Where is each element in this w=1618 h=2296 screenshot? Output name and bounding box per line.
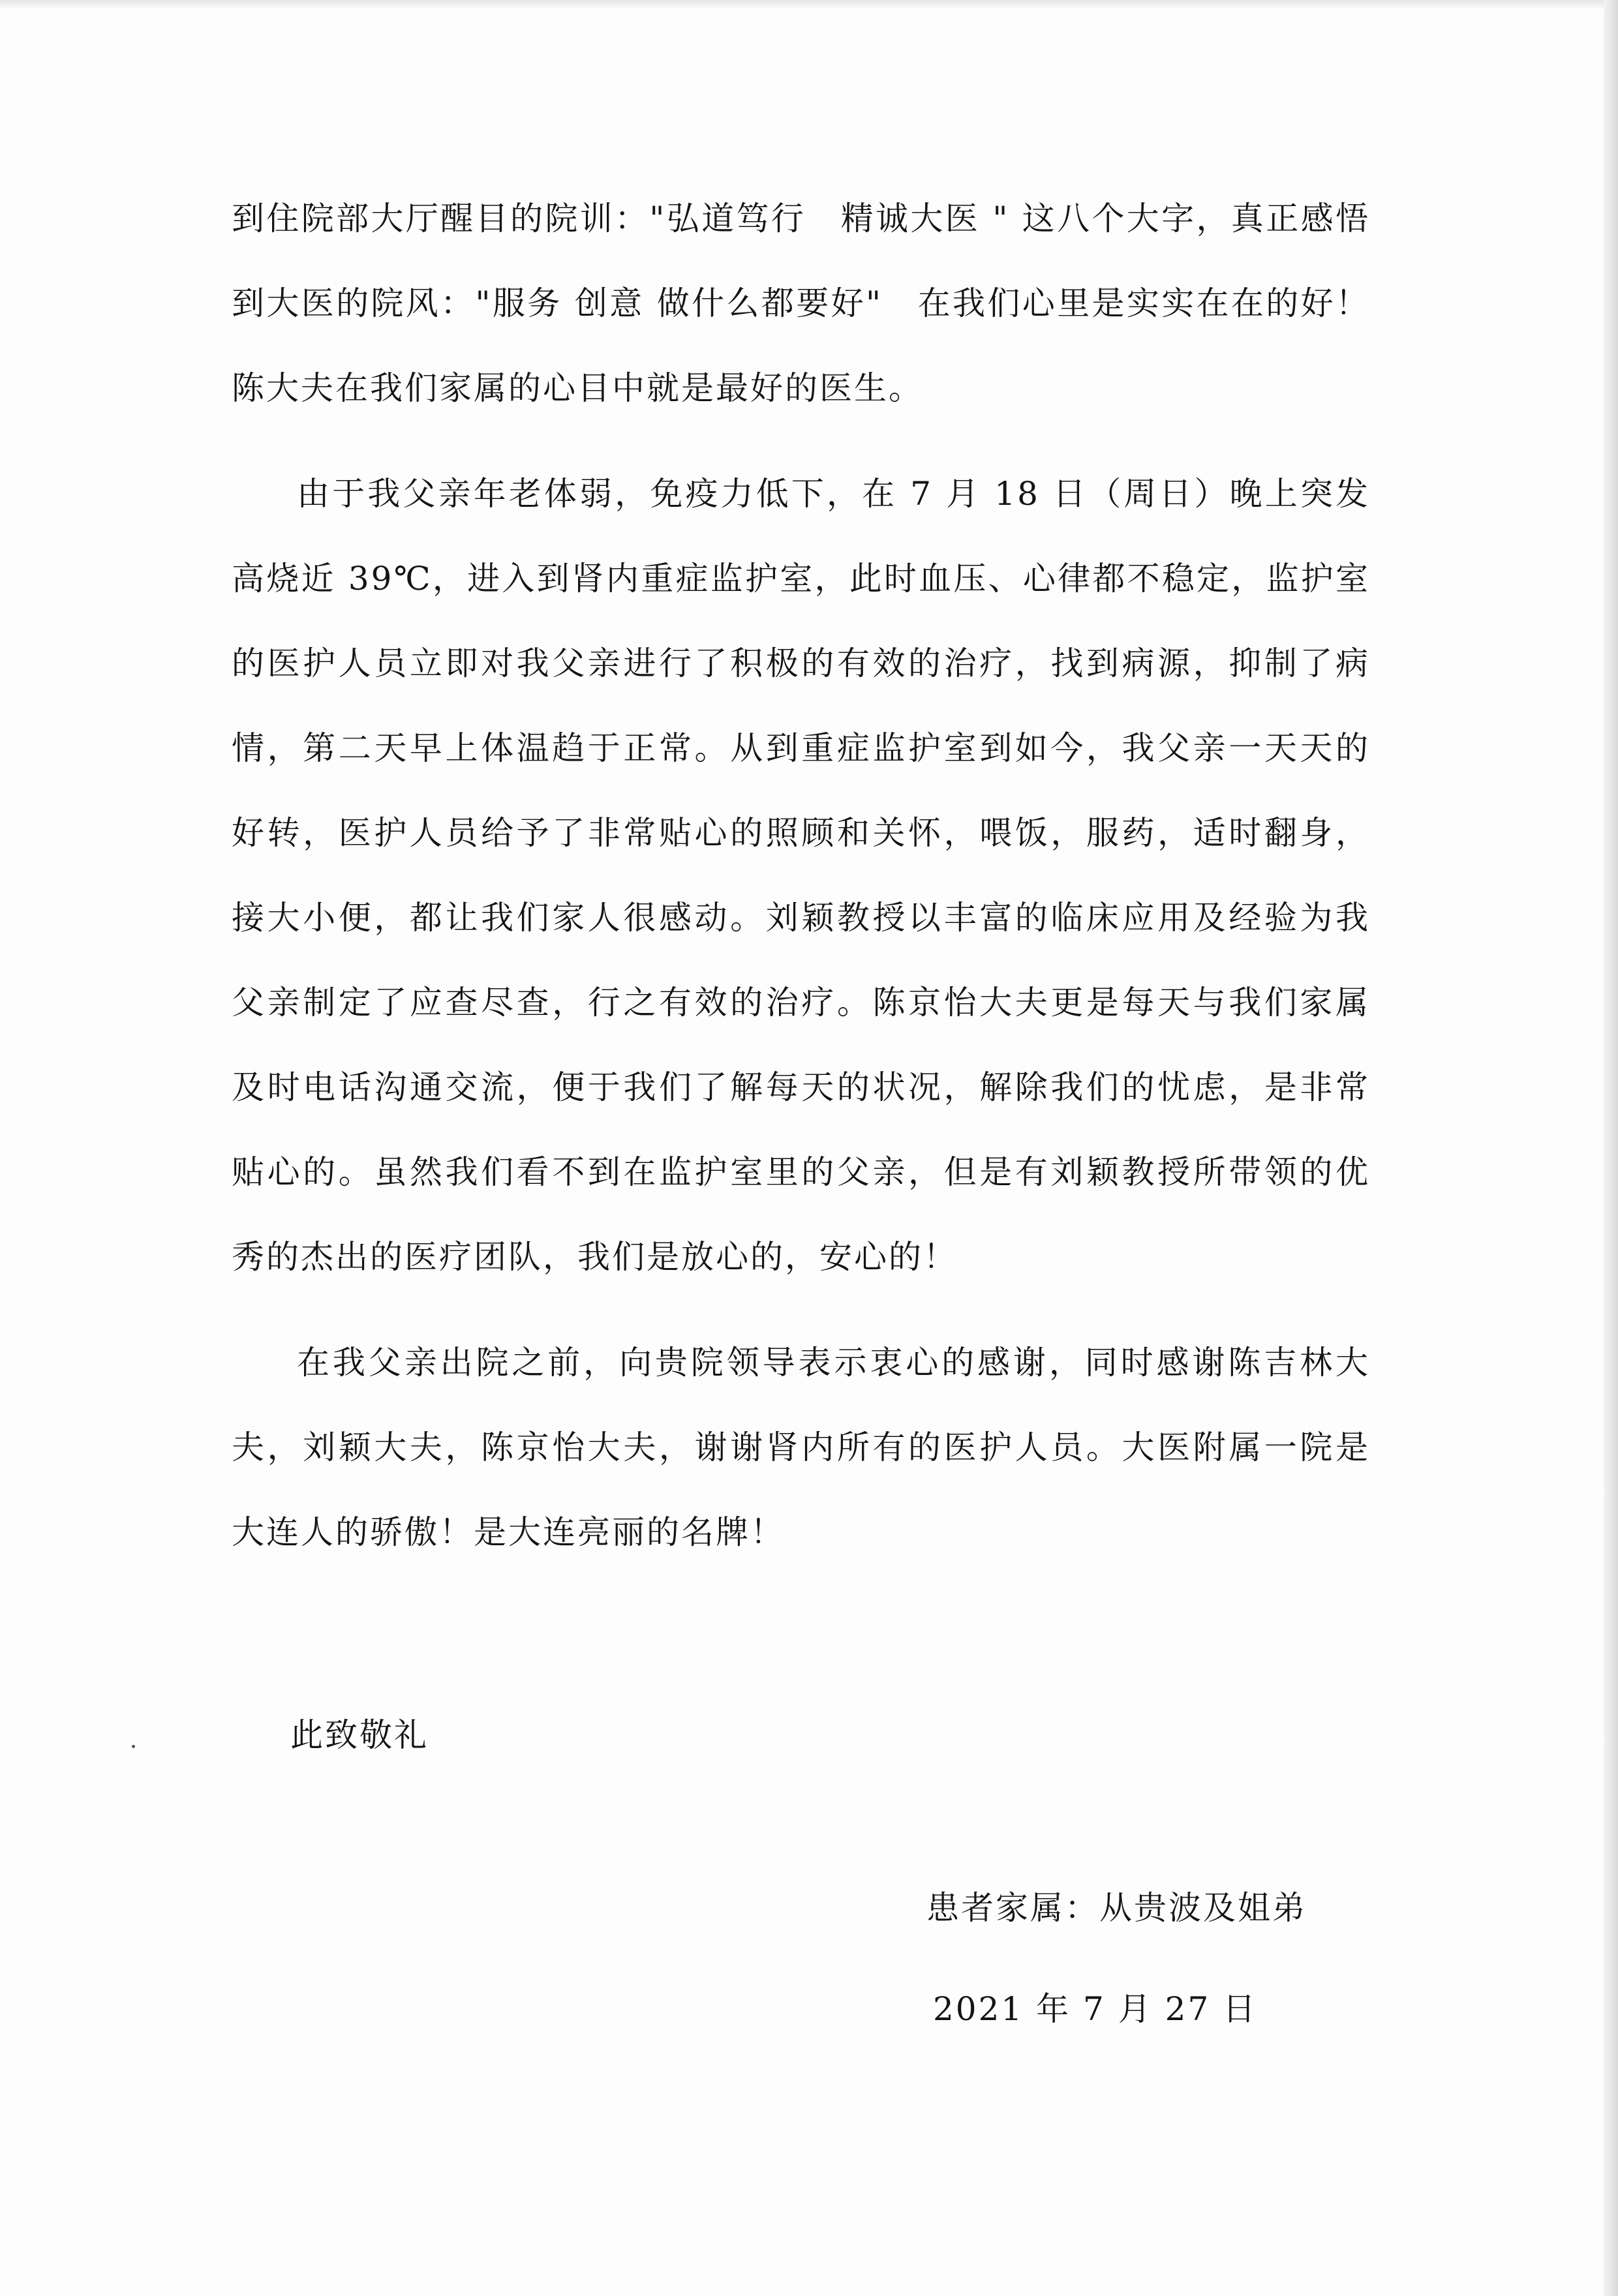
paragraph-thanks: 在我父亲出院之前，向贵院领导表示衷心的感谢，同时感谢陈吉林大夫，刘颖大夫，陈京怡大夫，谢谢肾内所有的医护人员。大医附属一院是大连人的骄傲！是大连亮丽的名牌！ [232, 1344, 1370, 1551]
signature-block [926, 1882, 1307, 2035]
scan-shadow-right [1604, 0, 1618, 2296]
paragraph-treatment: 由于我父亲年老体弱，免疫力低下，在 7 月 18 日（周日）晚上突发高烧近 39℃，进入到肾内重症监护室，此时血压、心律都不稳定，监护室的医护人员立即对我父亲进行了积极的有效的治疗，找到病源，抑制了病情，第二天早上体温趋于正常。从到重症监护室到如今，我父亲一天天的好转，医护人员给予了非常贴心的照顾和关怀，喂饭，服药，适时翻身，接大小便，都让我们家人很感动。刘颖教授以丰富的临床应用及经验为我父亲制定了应查尽查，行之有效的治疗。陈京怡大夫更是每天与我们家属及时电话沟通交流，便于我们了解每天的状况，解除我们的忧虑，是非常贴心的。虽然我们看不到在监护室里的父亲，但是有刘颖教授所带领的优秀的杰出的医疗团队，我们是放心的，安心的！ [232, 475, 1370, 1276]
scan-speck [132, 1745, 135, 1748]
letter-date: 2021 年 7 月 27 日 [933, 1990, 1258, 2028]
letter-body [232, 176, 1370, 1595]
closing-salutation: 此致敬礼 [290, 1716, 429, 1754]
signature-line: 患者家属：从贵波及姐弟 [926, 1889, 1307, 1927]
paragraph-continuation: 到住院部大厅醒目的院训："弘道笃行 精诚大医 " 这八个大字，真正感悟到大医的院风："服务 创意 做什么都要好" 在我们心里是实实在在的好！陈大夫在我们家属的心目中就是最好的医生。 [232, 200, 1370, 407]
scan-shadow-top [0, 0, 1618, 9]
